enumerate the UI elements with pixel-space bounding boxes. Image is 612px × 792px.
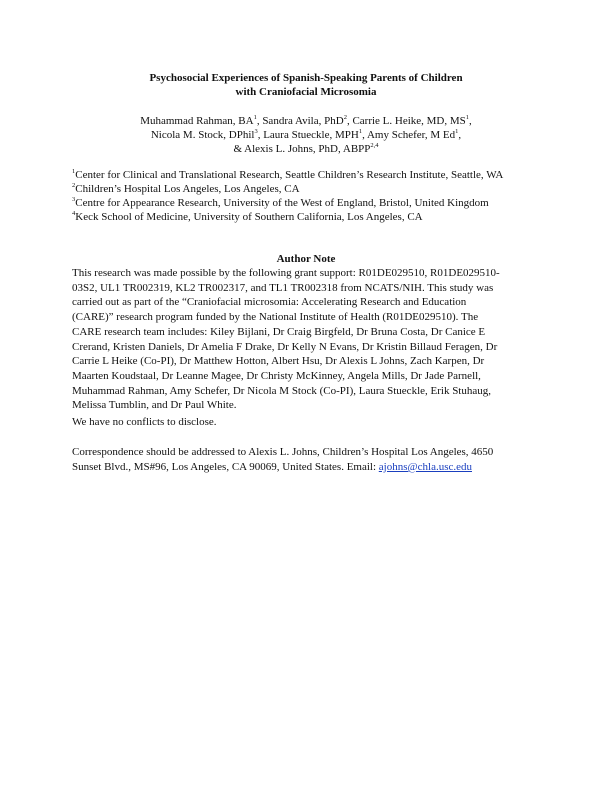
author-separator: ,: [469, 115, 472, 127]
author-affiliation-mark: 1: [455, 128, 459, 135]
author-affiliation-mark: 1: [253, 114, 257, 121]
author-name: , Sandra Avila, PhD: [256, 115, 344, 127]
paragraph-line: Crerand, Kristen Daniels, Dr Amelia F Drake, Dr Kelly N Evans, Dr Kristin Billaud Feragen, Dr: [72, 340, 498, 353]
author-line-3: [60, 142, 552, 156]
author-affiliation-mark: 1: [358, 128, 363, 135]
affiliation-item: [72, 196, 544, 210]
conflicts-statement: [72, 415, 542, 430]
affiliation-list: [72, 168, 544, 224]
paragraph-line: Carrie L Heike (Co-PI), Dr Matthew Hotton, Albert Hsu, Dr Alexis L Johns, Zach Karpen, Dr: [72, 355, 485, 368]
author-line-2: [60, 128, 552, 142]
correspondence-address: Sunset Blvd., MS#96, Los Angeles, CA 90069, United States. Email:: [72, 460, 379, 473]
affiliation-number: 4: [72, 210, 76, 217]
affiliation-item: [72, 210, 544, 224]
author-note-paragraph: [72, 266, 542, 413]
paragraph-line: Melissa Tumblin, and Dr Paul White.: [72, 399, 237, 412]
author-affiliation-mark: 2: [343, 114, 347, 121]
title-line-2: with Craniofacial Microsomia: [235, 86, 377, 98]
paragraph-line: carried out as part of the “Craniofacial microsomia: Accelerating Research and Education: [72, 296, 467, 309]
paragraph-line: 03S2, UL1 TR002319, KL2 TR002317, and TL1 TR002318 from NCATS/NIH. This study was: [72, 281, 494, 294]
author-affiliation-mark: 3: [254, 128, 258, 135]
paragraph-line: Correspondence should be addressed to Alexis L. Johns, Children’s Hospital Los Angeles, 4650: [72, 446, 494, 458]
paragraph-line: This research was made possible by the following grant support: R01DE029510, R01DE029510-: [72, 267, 500, 279]
author-affiliation-mark: 2,4: [370, 142, 379, 149]
author-name: Nicola M. Stock, DPhil: [150, 129, 255, 141]
title-line-1: Psychosocial Experiences of Spanish-Speaking Parents of Children: [149, 72, 463, 84]
paper-title: [60, 71, 552, 99]
author-note-heading: Author Note: [276, 253, 336, 265]
affiliation-item: [72, 182, 544, 196]
paragraph-line: (CARE)” research program funded by the National Institute of Health (R01DE029510). The: [72, 311, 479, 324]
author-name: , Carrie L. Heike, MD, MS: [346, 115, 466, 127]
correspondence-statement: [72, 445, 542, 474]
paragraph-line: We have no conflicts to disclose.: [72, 416, 217, 428]
author-name: Muhammad Rahman, BA: [140, 115, 254, 127]
author-affiliation-mark: 1: [465, 114, 470, 121]
author-line-1: [60, 114, 552, 128]
email-link[interactable]: ajohns@chla.usc.edu: [378, 460, 472, 473]
affiliation-text: Center for Clinical and Translational Research, Seattle Children’s Research Institute, Seattle, WA: [75, 169, 504, 181]
paragraph-line: Muhammad Rahman, Amy Schefer, Dr Nicola M Stock (Co-PI), Laura Stueckle, Erik Stuhaug,: [72, 384, 491, 397]
affiliation-text: Children’s Hospital Los Angeles, Los Angeles, CA: [75, 183, 300, 195]
paragraph-line: CARE research team includes: Kiley Bijlani, Dr Craig Birgfeld, Dr Bruna Costa, Dr Canice E: [72, 325, 486, 338]
affiliation-number: 2: [72, 182, 76, 189]
author-name: , Amy Schefer, M Ed: [362, 129, 456, 141]
paragraph-line: [72, 460, 542, 475]
affiliation-number: 1: [72, 168, 76, 175]
author-separator: ,: [458, 129, 462, 141]
affiliation-number: 3: [72, 196, 76, 203]
paragraph-line: Maarten Koudstaal, Dr Leanne Magee, Dr Christy McKinney, Angela Mills, Dr Jade Parnell,: [72, 369, 481, 382]
affiliation-item: [72, 168, 544, 182]
affiliation-text: Centre for Appearance Research, University of the West of England, Bristol, United Kingdom: [75, 197, 489, 209]
affiliation-text: Keck School of Medicine, University of Southern California, Los Angeles, CA: [75, 211, 423, 223]
author-name: & Alexis L. Johns, PhD, ABPP: [233, 143, 371, 155]
author-name: , Laura Stueckle, MPH: [257, 129, 359, 141]
author-list: [60, 114, 552, 156]
